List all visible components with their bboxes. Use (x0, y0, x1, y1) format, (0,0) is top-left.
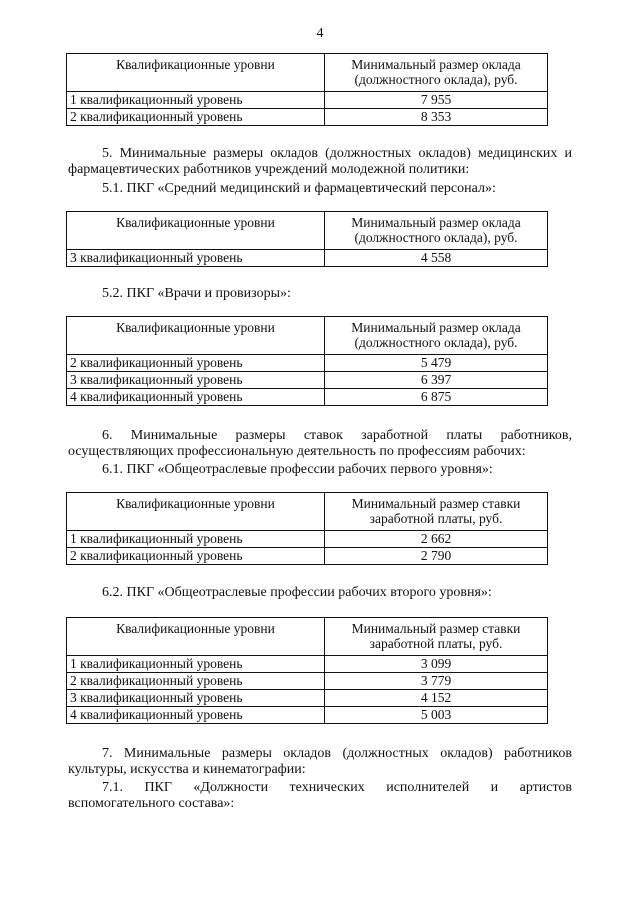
rate-table-2 (66, 617, 548, 724)
column-header-level: Квалификационные уровни (67, 618, 325, 656)
rate-table-1 (66, 492, 548, 565)
section-7-paragraph (68, 746, 572, 778)
level-cell: 1 квалификационный уровень (67, 92, 325, 109)
table-row (67, 250, 548, 267)
page-number: 4 (316, 26, 324, 41)
table-row (67, 531, 548, 548)
level-cell: 2 квалификационный уровень (67, 548, 325, 565)
value-cell: 2 662 (325, 531, 548, 548)
section-7-1-paragraph (68, 780, 572, 812)
table-row (67, 389, 548, 406)
table-row (67, 92, 548, 109)
column-header-level: Квалификационные уровни (67, 317, 325, 355)
table-row (67, 707, 548, 724)
section-7-1-text: 7.1. ПКГ «Должности технических исполнителей и артистов вспомогательного состава»: (68, 780, 572, 811)
level-cell: 2 квалификационный уровень (67, 109, 325, 126)
section-5-1-heading: 5.1. ПКГ «Средний медицинский и фармацевтический персонал»: (102, 181, 496, 196)
table-row (67, 548, 548, 565)
table-row (67, 109, 548, 126)
section-6-text: 6. Минимальные размеры ставок заработной платы работников, осуществляющих профессиональную деятельность по профессиям рабочих: (68, 428, 572, 459)
value-cell: 8 353 (325, 109, 548, 126)
level-cell: 1 квалификационный уровень (67, 531, 325, 548)
column-header-salary: Минимальный размер оклада (должностного оклада), руб. (325, 212, 548, 250)
salary-table-3 (66, 316, 548, 406)
section-5-2-heading: 5.2. ПКГ «Врачи и провизоры»: (102, 286, 291, 301)
table-row (67, 673, 548, 690)
level-cell: 2 квалификационный уровень (67, 355, 325, 372)
level-cell: 3 квалификационный уровень (67, 250, 325, 267)
value-cell: 2 790 (325, 548, 548, 565)
section-5-paragraph (68, 146, 572, 178)
column-header-level: Квалификационные уровни (67, 493, 325, 531)
section-5-text: 5. Минимальные размеры окладов (должностных окладов) медицинских и фармацевтических работников учреждений молодежной политики: (68, 146, 572, 177)
level-cell: 3 квалификационный уровень (67, 372, 325, 389)
salary-table-2 (66, 211, 548, 267)
column-header-rate: Минимальный размер ставки заработной платы, руб. (325, 493, 548, 531)
level-cell: 4 квалификационный уровень (67, 707, 325, 724)
column-header-level: Квалификационные уровни (67, 212, 325, 250)
section-6-2-heading: 6.2. ПКГ «Общеотраслевые профессии рабочих второго уровня»: (102, 585, 492, 600)
value-cell: 4 558 (325, 250, 548, 267)
value-cell: 6 875 (325, 389, 548, 406)
section-6-paragraph (68, 428, 572, 460)
column-header-salary: Минимальный размер оклада (должностного оклада), руб. (325, 317, 548, 355)
section-7-text: 7. Минимальные размеры окладов (должностных окладов) работников культуры, искусства и кинематографии: (68, 746, 572, 777)
table-row (67, 355, 548, 372)
value-cell: 5 003 (325, 707, 548, 724)
column-header-level: Квалификационные уровни (67, 54, 325, 92)
level-cell: 3 квалификационный уровень (67, 690, 325, 707)
value-cell: 5 479 (325, 355, 548, 372)
column-header-rate: Минимальный размер ставки заработной платы, руб. (325, 618, 548, 656)
level-cell: 2 квалификационный уровень (67, 673, 325, 690)
value-cell: 3 099 (325, 656, 548, 673)
level-cell: 4 квалификационный уровень (67, 389, 325, 406)
salary-table-1 (66, 53, 548, 126)
table-row (67, 656, 548, 673)
section-6-1-heading: 6.1. ПКГ «Общеотраслевые профессии рабочих первого уровня»: (102, 462, 493, 477)
value-cell: 3 779 (325, 673, 548, 690)
value-cell: 4 152 (325, 690, 548, 707)
level-cell: 1 квалификационный уровень (67, 656, 325, 673)
column-header-salary: Минимальный размер оклада (должностного оклада), руб. (325, 54, 548, 92)
table-row (67, 690, 548, 707)
value-cell: 6 397 (325, 372, 548, 389)
value-cell: 7 955 (325, 92, 548, 109)
table-row (67, 372, 548, 389)
